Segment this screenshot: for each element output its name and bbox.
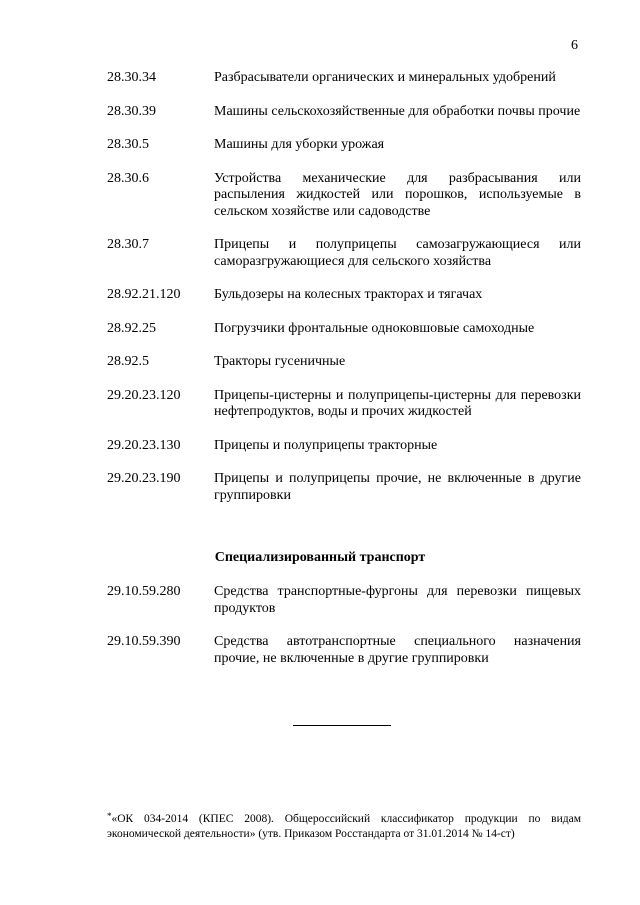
- entry-row: [107, 137, 581, 154]
- entry-code: 28.92.21.120: [107, 287, 181, 302]
- entry-code: 28.30.5: [107, 137, 149, 152]
- entry-row: [107, 438, 581, 455]
- entry-code: 28.30.34: [107, 70, 156, 85]
- entry-description: Средства автотранспортные специального назначения прочие, не включенные в другие группировки: [214, 634, 581, 666]
- entry-row: [107, 287, 581, 304]
- entry-row: [107, 321, 581, 338]
- entry-code: 29.10.59.390: [107, 634, 181, 649]
- entry-description: Бульдозеры на колесных тракторах и тягачах: [214, 287, 483, 302]
- footnote-mark: *: [107, 811, 112, 821]
- entry-description: Прицепы-цистерны и полуприцепы-цистерны для перевозки нефтепродуктов, воды и прочих жидкостей: [214, 387, 581, 419]
- entry-row: [107, 388, 581, 421]
- entry-row: [107, 584, 581, 617]
- entry-row: [107, 471, 581, 504]
- entry-description: Погрузчики фронтальные одноковшовые самоходные: [214, 320, 535, 336]
- entry-description: Прицепы и полуприцепы прочие, не включенные в другие группировки: [214, 471, 581, 503]
- entry-code: 29.20.23.130: [107, 437, 181, 453]
- entry-code: 29.20.23.120: [107, 387, 181, 403]
- entry-description: Машины для уборки урожая: [214, 137, 385, 152]
- page-number: 6: [571, 38, 578, 53]
- entry-row: [107, 237, 581, 270]
- entry-row: [107, 171, 581, 221]
- entry-description: Средства транспортные-фургоны для перевозки пищевых продуктов: [214, 584, 581, 616]
- footnote: [107, 809, 581, 842]
- entry-code: 28.92.5: [107, 354, 149, 369]
- entry-description: Прицепы и полуприцепы самозагружающиеся или саморазгружающиеся для сельского хозяйства: [214, 237, 581, 269]
- classifier-entries: [107, 70, 581, 521]
- entry-row: [107, 354, 581, 371]
- entry-code: 29.10.59.280: [107, 584, 181, 599]
- entry-code: 28.30.39: [107, 103, 156, 119]
- entry-description: Тракторы гусеничные: [214, 354, 346, 369]
- entry-code: 29.20.23.190: [107, 471, 181, 486]
- entry-description: Прицепы и полуприцепы тракторные: [214, 437, 438, 453]
- entry-code: 28.30.6: [107, 170, 149, 186]
- entry-description: Устройства механические для разбрасывания или распыления жидкостей или порошков, используемые в сельском хозяйстве или садоводстве: [214, 170, 581, 219]
- section-heading: Специализированный транспорт: [214, 550, 426, 565]
- entry-code: 28.30.7: [107, 237, 149, 252]
- entry-code: 28.92.25: [107, 320, 156, 336]
- entry-row: [107, 634, 581, 667]
- entry-row: [107, 104, 581, 121]
- entry-description: Машины сельскохозяйственные для обработки почвы прочие: [214, 103, 581, 119]
- footnote-separator: [293, 725, 391, 726]
- entry-description: Разбрасыватели органических и минеральных удобрений: [214, 70, 556, 85]
- section-entries: [107, 584, 581, 684]
- footnote-text: «ОК 034-2014 (КПЕС 2008). Общероссийский классификатор продукции по видам экономической деятельности» (утв. Приказом Росстандарта от 31.01.2014 № 14-ст): [107, 813, 581, 840]
- entry-row: [107, 70, 581, 87]
